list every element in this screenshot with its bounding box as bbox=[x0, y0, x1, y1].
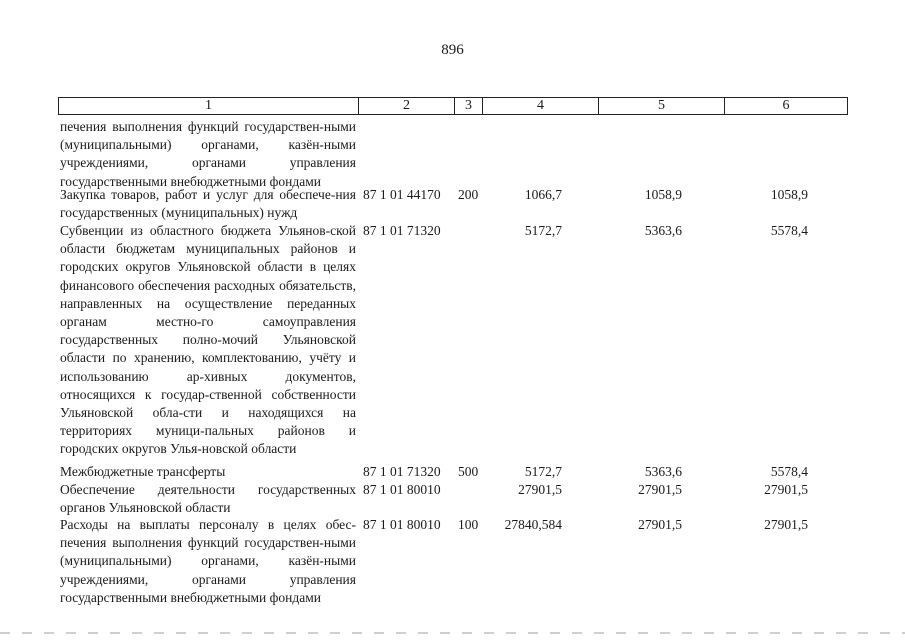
row-value-6: 5578,4 bbox=[770, 464, 808, 479]
header-col-1: 1 bbox=[59, 98, 359, 114]
row-code: 87 1 01 80010 bbox=[363, 517, 441, 532]
row-value-5: 27901,5 bbox=[638, 482, 682, 497]
page-number: 896 bbox=[441, 42, 464, 58]
row-code: 87 1 01 71320 bbox=[363, 464, 441, 479]
row-value-4: 5172,7 bbox=[524, 223, 562, 238]
row-name: Расходы на выплаты персоналу в целях обес-печения выполнения функций государствен-ными (муниципальными) органами, казён-ными учреждениями, органами управления государственными внебюджетными фондами bbox=[60, 517, 356, 605]
row-value-6: 5578,4 bbox=[770, 223, 808, 238]
row-value-6: 27901,5 bbox=[764, 517, 808, 532]
row-value-4: 1066,7 bbox=[524, 187, 562, 202]
row-value-5: 1058,9 bbox=[644, 187, 682, 202]
header-col-5: 5 bbox=[599, 98, 725, 114]
row-code: 87 1 01 71320 bbox=[363, 223, 441, 238]
row-expense-type: 100 bbox=[458, 517, 479, 532]
row-name: Обеспечение деятельности государственных органов Ульяновской области bbox=[60, 482, 356, 516]
scan-edge bbox=[0, 632, 905, 634]
row-value-6: 27901,5 bbox=[764, 482, 808, 497]
row-value-6: 1058,9 bbox=[770, 187, 808, 202]
row-value-5: 27901,5 bbox=[638, 517, 682, 532]
row-name: Закупка товаров, работ и услуг для обеспече-ния государственных (муниципальных) нужд bbox=[60, 187, 356, 221]
row-name: печения выполнения функций государствен-ными (муниципальными) органами, казён-ными учреждениями, органами управления государственными внебюджетными фондами bbox=[60, 119, 356, 189]
row-value-5: 5363,6 bbox=[644, 223, 682, 238]
row-expense-type: 500 bbox=[458, 464, 479, 479]
header-col-6: 6 bbox=[782, 98, 790, 113]
row-value-4: 27901,5 bbox=[518, 482, 562, 497]
row-name: Межбюджетные трансферты bbox=[60, 464, 226, 479]
row-value-4: 27840,584 bbox=[504, 517, 562, 532]
header-col-4: 4 bbox=[483, 98, 599, 114]
row-code: 87 1 01 80010 bbox=[363, 482, 441, 497]
header-col-2: 2 bbox=[359, 98, 455, 114]
row-name: Субвенции из областного бюджета Ульянов-ской области бюджетам муниципальных районов и городских округов Ульяновской области в целях финансового обеспечения расходных обязательств, направленных на осуществление переданных органам местно-го самоуправления государственных полно-мочий Ульяновской области по хранению, комплектованию, учёту и использованию ар-хивных документов, относящихся к государ-ственной собственности Ульяновской обла-сти и находящихся на территориях муници-пальных районов и городских округов Улья-новской области bbox=[60, 223, 356, 457]
row-code: 87 1 01 44170 bbox=[363, 187, 441, 202]
header-col-3: 3 bbox=[455, 98, 483, 114]
row-value-4: 5172,7 bbox=[524, 464, 562, 479]
row-value-5: 5363,6 bbox=[644, 464, 682, 479]
table-header bbox=[58, 97, 848, 115]
row-expense-type: 200 bbox=[458, 187, 479, 202]
